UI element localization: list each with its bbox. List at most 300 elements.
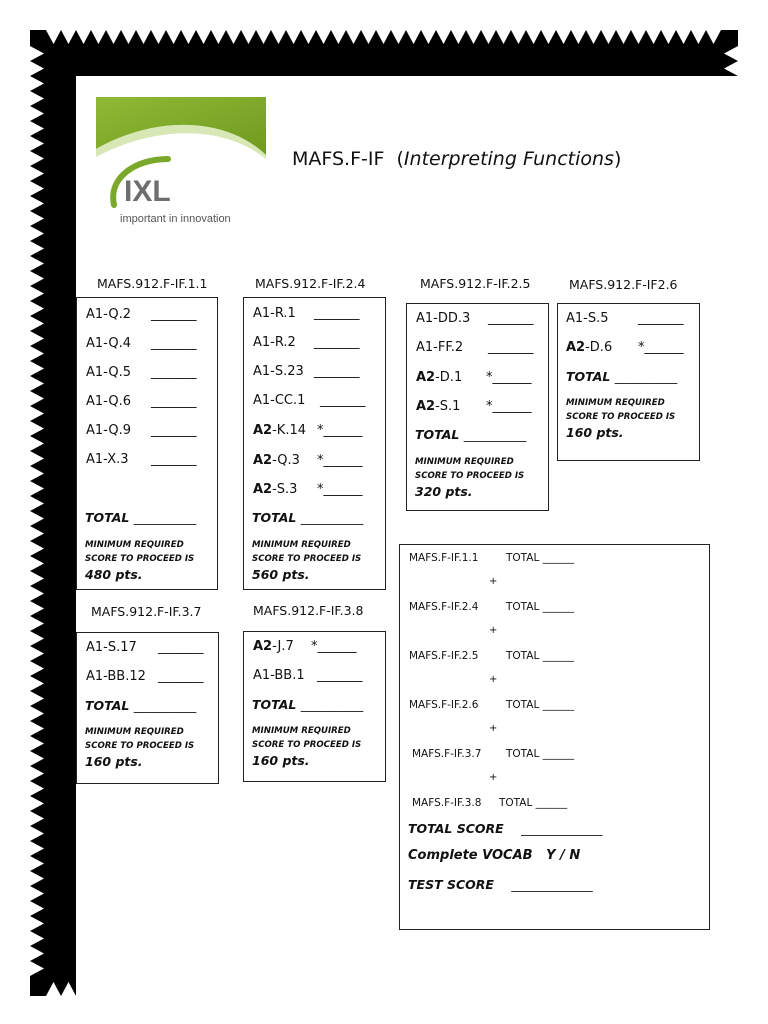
skill-code: A1-R.2 (253, 335, 296, 350)
border-triangle (601, 982, 616, 996)
border-triangle (496, 30, 511, 44)
border-triangle (631, 982, 646, 996)
border-triangle (724, 931, 738, 946)
skill-code: -S.1 (435, 399, 461, 414)
standard-header-3-7: MAFS.912.F-IF.3.7 (91, 604, 202, 619)
total-blank[interactable]: __________ (133, 510, 197, 525)
border-triangle (724, 556, 738, 571)
skill-row (253, 364, 360, 379)
min-line-1: MINIMUM REQUIRED (252, 726, 351, 736)
border-triangle (106, 982, 121, 996)
border-triangle (151, 30, 166, 44)
border-triangle (166, 30, 181, 44)
summary-total-blank[interactable]: ______ (542, 699, 575, 711)
border-triangle (30, 931, 44, 946)
total-row (85, 698, 196, 713)
border-triangle (196, 30, 211, 44)
vocab-row (408, 848, 580, 863)
border-triangle (30, 421, 44, 436)
border-triangle (30, 61, 44, 76)
border-triangle (30, 241, 44, 256)
border-triangle (724, 706, 738, 721)
plus-sign: + (489, 625, 498, 636)
border-triangle (724, 721, 738, 736)
total-score-blank[interactable]: _____________ (521, 821, 603, 836)
test-score-row (408, 877, 593, 892)
border-triangle (724, 436, 738, 451)
border-triangle (30, 571, 44, 586)
score-blank[interactable]: _______ (151, 307, 197, 322)
border-triangle (724, 301, 738, 316)
border-triangle (346, 30, 361, 44)
min-points: 560 pts. (252, 567, 310, 582)
border-triangle (30, 91, 44, 106)
border-triangle (676, 30, 691, 44)
skill-row (253, 453, 363, 468)
summary-total (506, 650, 574, 662)
border-triangle (136, 982, 151, 996)
summary-standard: MAFS.F-IF.2.6 (409, 699, 479, 711)
border-triangle (724, 196, 738, 211)
border-triangle (724, 526, 738, 541)
border-triangle (271, 982, 286, 996)
total-row (252, 697, 363, 712)
summary-row (409, 650, 575, 662)
border-triangle (241, 30, 256, 44)
min-line-2: SCORE TO PROCEED IS (415, 471, 525, 481)
minimum-note (252, 538, 361, 566)
border-triangle (391, 982, 406, 996)
vocab-label: Complete VOCAB (408, 848, 533, 863)
a2-prefix: A2 (253, 482, 273, 497)
border-triangle (30, 256, 44, 271)
border-triangle (30, 46, 44, 61)
border-triangle (616, 982, 631, 996)
summary-standard: MAFS.F-IF.3.7 (412, 748, 482, 760)
score-blank[interactable]: _______ (151, 336, 197, 351)
border-triangle (30, 781, 44, 796)
border-triangle (724, 466, 738, 481)
border-triangle (30, 556, 44, 571)
total-blank[interactable]: __________ (300, 510, 364, 525)
skill-row (86, 336, 197, 351)
skill-code: A1-BB.1 (253, 668, 305, 683)
border-triangle (724, 541, 738, 556)
page-title (292, 148, 621, 170)
total-blank[interactable]: __________ (614, 369, 678, 384)
border-triangle (76, 30, 91, 44)
skill-code: A1-BB.12 (86, 669, 146, 684)
score-blank[interactable]: _______ (314, 335, 360, 350)
border-triangle (136, 30, 151, 44)
summary-total-label: TOTAL (506, 601, 540, 613)
border-triangle (556, 982, 571, 996)
border-triangle (646, 30, 661, 44)
border-triangle (30, 706, 44, 721)
min-line-2: SCORE TO PROCEED IS (252, 554, 362, 564)
border-triangle (724, 766, 738, 781)
test-score-blank[interactable]: _____________ (511, 877, 593, 892)
border-triangle (406, 982, 421, 996)
a2-prefix: A2 (566, 340, 586, 355)
standard-box-2-4 (243, 297, 386, 590)
border-triangle (724, 901, 738, 916)
border-triangle (30, 301, 44, 316)
summary-row (409, 552, 575, 564)
border-triangle (30, 376, 44, 391)
border-triangle (586, 982, 601, 996)
summary-standard: MAFS.F-IF.2.5 (409, 650, 479, 662)
border-triangle (30, 946, 44, 961)
score-blank[interactable]: _______ (488, 311, 534, 326)
a2-prefix: A2 (253, 453, 273, 468)
border-triangle (30, 886, 44, 901)
border-triangle (30, 616, 44, 631)
border-triangle (30, 661, 44, 676)
summary-total-label: TOTAL (499, 797, 533, 809)
border-triangle (706, 30, 721, 44)
border-triangle (211, 982, 226, 996)
border-triangle (451, 982, 466, 996)
border-triangle (30, 841, 44, 856)
border-triangle (30, 961, 44, 976)
border-triangle (724, 406, 738, 421)
border-triangle (724, 256, 738, 271)
border-triangle (30, 196, 44, 211)
border-triangle (724, 616, 738, 631)
plus-sign: + (489, 723, 498, 734)
min-line-2: SCORE TO PROCEED IS (85, 741, 195, 751)
border-triangle (511, 30, 526, 44)
border-triangle (61, 982, 76, 996)
border-triangle (30, 331, 44, 346)
min-line-2: SCORE TO PROCEED IS (252, 740, 362, 750)
border-triangle (30, 856, 44, 871)
border-triangle (30, 721, 44, 736)
border-triangle (724, 361, 738, 376)
border-triangle (724, 961, 738, 976)
border-triangle (586, 30, 601, 44)
border-triangle (196, 982, 211, 996)
border-triangle (691, 30, 706, 44)
total-label: TOTAL (252, 697, 297, 712)
border-triangle (436, 30, 451, 44)
score-blank[interactable]: _______ (314, 306, 360, 321)
border-triangle (631, 30, 646, 44)
summary-total-blank[interactable]: ______ (542, 601, 575, 613)
min-line-2: SCORE TO PROCEED IS (85, 554, 195, 564)
border-triangle (724, 211, 738, 226)
summary-row (409, 601, 575, 613)
a2-prefix: A2 (416, 370, 436, 385)
border-triangle (724, 376, 738, 391)
standard-header-2-5: MAFS.912.F-IF.2.5 (420, 276, 531, 291)
border-triangle (436, 982, 451, 996)
min-line-1: MINIMUM REQUIRED (252, 540, 351, 550)
total-row (85, 510, 196, 525)
border-triangle (724, 811, 738, 826)
border-triangle (256, 30, 271, 44)
a2-prefix: A2 (416, 399, 436, 414)
border-triangle (391, 30, 406, 44)
skill-code: A1-DD.3 (416, 311, 471, 326)
border-triangle (30, 691, 44, 706)
border-triangle (151, 982, 166, 996)
border-triangle (724, 601, 738, 616)
skill-code: A1-CC.1 (253, 393, 306, 408)
border-triangle (541, 982, 556, 996)
skill-code: -Q.3 (272, 453, 300, 468)
border-triangle (181, 982, 196, 996)
summary-total-blank[interactable]: ______ (542, 552, 575, 564)
min-points: 160 pts. (566, 425, 624, 440)
score-blank[interactable]: _______ (317, 668, 363, 683)
standard-header-3-8: MAFS.912.F-IF.3.8 (253, 603, 364, 618)
border-triangle (30, 526, 44, 541)
border-triangle (30, 916, 44, 931)
border-triangle (30, 826, 44, 841)
min-line-2: SCORE TO PROCEED IS (566, 412, 676, 422)
border-triangle (724, 886, 738, 901)
border-triangle (724, 286, 738, 301)
test-score-label: TEST SCORE (408, 877, 494, 892)
summary-row (409, 699, 575, 711)
border-triangle (724, 136, 738, 151)
summary-total-label: TOTAL (506, 699, 540, 711)
score-blank[interactable]: _______ (638, 311, 684, 326)
border-triangle (181, 30, 196, 44)
ixl-logo (96, 97, 266, 227)
border-triangle (511, 982, 526, 996)
border-triangle (376, 982, 391, 996)
score-blank[interactable]: _______ (151, 365, 197, 380)
border-triangle (724, 181, 738, 196)
min-line-1: MINIMUM REQUIRED (415, 457, 514, 467)
border-triangle (30, 151, 44, 166)
score-blank[interactable]: _______ (320, 393, 366, 408)
border-triangle (724, 691, 738, 706)
skill-code: -S.3 (272, 482, 298, 497)
border-triangle (724, 646, 738, 661)
border-triangle (724, 46, 738, 61)
plus-sign: + (489, 576, 498, 587)
border-triangle (30, 751, 44, 766)
summary-row (412, 748, 575, 760)
a2-prefix: A2 (253, 423, 273, 438)
border-triangle (256, 982, 271, 996)
total-score-row (408, 821, 602, 836)
border-triangle (724, 826, 738, 841)
skill-row (253, 306, 360, 321)
border-triangle (226, 30, 241, 44)
border-triangle (30, 361, 44, 376)
skill-row (86, 640, 204, 655)
skill-code: A1-S.5 (566, 311, 609, 326)
title-italic: Interpreting Functions (403, 148, 614, 170)
total-blank[interactable]: __________ (463, 427, 527, 442)
vocab-yes-no[interactable]: Y / N (546, 848, 581, 863)
border-triangle (301, 30, 316, 44)
total-blank[interactable]: __________ (300, 697, 364, 712)
minimum-note (566, 396, 675, 424)
skill-row (416, 311, 534, 326)
border-triangle (241, 982, 256, 996)
border-triangle (724, 151, 738, 166)
border-triangle (30, 796, 44, 811)
standard-header-2-6: MAFS.912.F-IF2.6 (569, 277, 678, 292)
total-row (252, 510, 363, 525)
border-triangle (106, 30, 121, 44)
border-triangle (76, 982, 91, 996)
score-blank[interactable]: *______ (317, 423, 363, 438)
border-triangle (30, 481, 44, 496)
border-triangle (316, 30, 331, 44)
border-triangle (676, 982, 691, 996)
minimum-note (252, 724, 361, 752)
border-triangle (724, 481, 738, 496)
border-triangle (724, 421, 738, 436)
border-triangle (724, 751, 738, 766)
summary-total (506, 601, 574, 613)
skill-code: -D.1 (435, 370, 463, 385)
a2-prefix: A2 (253, 639, 273, 654)
border-triangle (724, 661, 738, 676)
min-line-1: MINIMUM REQUIRED (85, 540, 184, 550)
total-label: TOTAL (566, 369, 611, 384)
border-triangle (226, 982, 241, 996)
score-blank[interactable]: _______ (151, 452, 197, 467)
score-blank[interactable]: _______ (151, 423, 197, 438)
border-triangle (724, 346, 738, 361)
summary-total-blank[interactable]: ______ (542, 748, 575, 760)
score-blank[interactable]: _______ (158, 669, 204, 684)
border-triangle (691, 982, 706, 996)
border-triangle (724, 316, 738, 331)
skill-row (253, 393, 366, 408)
border-triangle (30, 391, 44, 406)
border-triangle (30, 76, 44, 91)
border-triangle (466, 30, 481, 44)
border-triangle (346, 982, 361, 996)
skill-row (86, 307, 197, 322)
min-points: 160 pts. (252, 753, 310, 768)
border-triangle (724, 226, 738, 241)
border-triangle (46, 982, 61, 996)
svg-text:IXL: IXL (124, 175, 171, 208)
border-triangle (571, 982, 586, 996)
skill-code: A1-Q.2 (86, 307, 131, 322)
summary-total-blank[interactable]: ______ (535, 797, 568, 809)
border-triangle (121, 30, 136, 44)
border-triangle (30, 871, 44, 886)
total-row (415, 427, 526, 442)
summary-total (506, 748, 574, 760)
summary-total-label: TOTAL (506, 748, 540, 760)
total-label: TOTAL (252, 510, 297, 525)
score-blank[interactable]: *______ (311, 639, 357, 654)
border-triangle (30, 631, 44, 646)
skill-row (253, 335, 360, 350)
border-triangle (30, 211, 44, 226)
score-blank[interactable]: _______ (158, 640, 204, 655)
score-blank[interactable]: *______ (638, 340, 684, 355)
skill-row (566, 340, 684, 355)
border-triangle (724, 781, 738, 796)
standard-box-3-7 (76, 632, 219, 784)
standard-header-2-4: MAFS.912.F-IF.2.4 (255, 276, 366, 291)
skill-row (253, 668, 363, 683)
border-triangle (316, 982, 331, 996)
border-triangle (724, 676, 738, 691)
skill-code: A1-X.3 (86, 452, 129, 467)
score-blank[interactable]: *______ (486, 399, 532, 414)
border-triangle (30, 541, 44, 556)
summary-total (499, 797, 567, 809)
skill-code: -D.6 (585, 340, 613, 355)
border-triangle (616, 30, 631, 44)
border-triangle (30, 406, 44, 421)
border-triangle (571, 30, 586, 44)
score-blank[interactable]: _______ (314, 364, 360, 379)
standard-box-3-8 (243, 631, 386, 782)
border-triangle (466, 982, 481, 996)
border-triangle (211, 30, 226, 44)
border-triangle (331, 982, 346, 996)
total-blank[interactable]: __________ (133, 698, 197, 713)
skill-code: A1-S.17 (86, 640, 137, 655)
score-blank[interactable]: *______ (317, 482, 363, 497)
border-triangle (724, 496, 738, 511)
border-triangle (541, 30, 556, 44)
summary-total (506, 699, 574, 711)
skill-row (416, 399, 532, 414)
summary-total-label: TOTAL (506, 552, 540, 564)
border-triangle (526, 30, 541, 44)
standard-box-1-1 (76, 297, 218, 590)
border-triangle (30, 106, 44, 121)
border-triangle (724, 856, 738, 871)
border-triangle (661, 982, 676, 996)
border-triangle (724, 91, 738, 106)
skill-code: -J.7 (272, 639, 294, 654)
total-row (566, 369, 677, 384)
svg-text:important in innovation: important in innovation (120, 213, 231, 225)
skill-code: A1-R.1 (253, 306, 296, 321)
summary-standard: MAFS.F-IF.2.4 (409, 601, 479, 613)
border-triangle (30, 736, 44, 751)
border-triangle (331, 30, 346, 44)
skill-code: A1-S.23 (253, 364, 304, 379)
border-triangle (481, 982, 496, 996)
score-blank[interactable]: *______ (317, 453, 363, 468)
border-triangle (30, 436, 44, 451)
score-blank[interactable]: *______ (486, 370, 532, 385)
min-line-1: MINIMUM REQUIRED (566, 398, 665, 408)
skill-row (566, 311, 684, 326)
skill-row (416, 370, 532, 385)
minimum-note (85, 725, 194, 753)
summary-total-blank[interactable]: ______ (542, 650, 575, 662)
border-triangle (724, 736, 738, 751)
border-triangle (286, 982, 301, 996)
score-blank[interactable]: _______ (488, 340, 534, 355)
border-triangle (406, 30, 421, 44)
border-triangle (30, 811, 44, 826)
skill-row (253, 482, 363, 497)
border-triangle (46, 30, 61, 44)
border-triangle (451, 30, 466, 44)
score-blank[interactable]: _______ (151, 394, 197, 409)
